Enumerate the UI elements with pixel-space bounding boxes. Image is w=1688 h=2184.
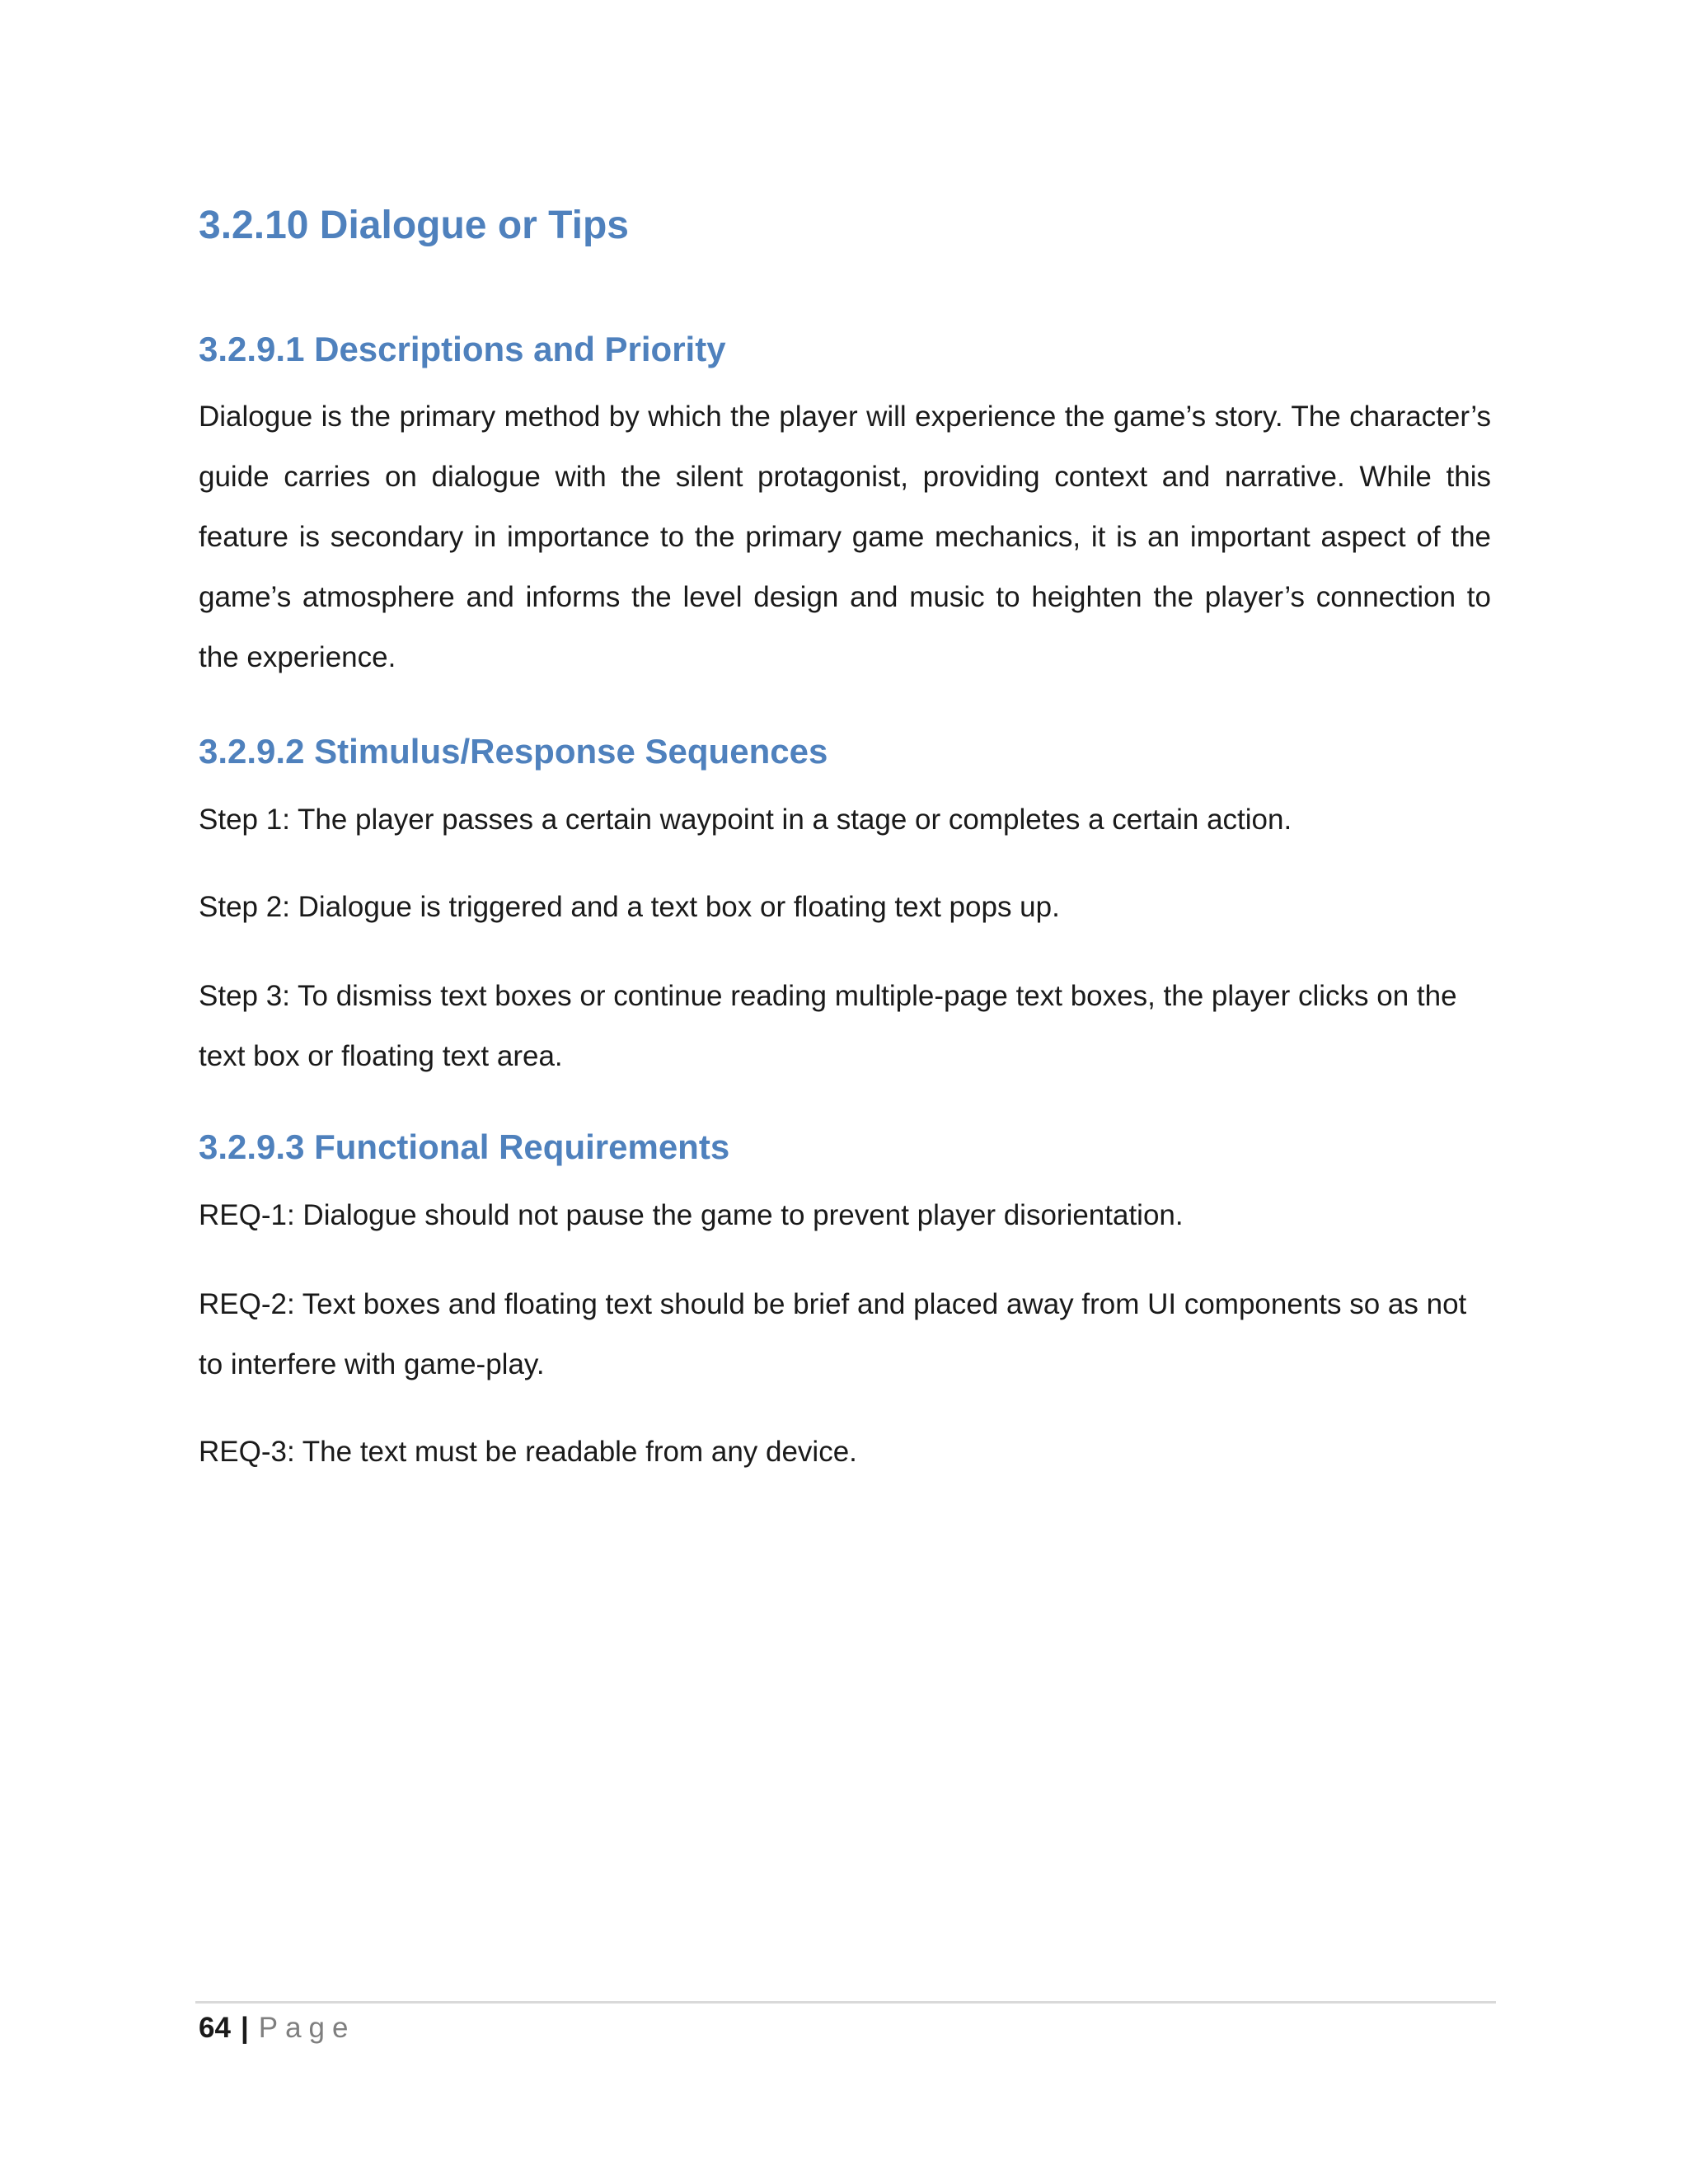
subsection-heading-descriptions: 3.2.9.1 Descriptions and Priority [199, 330, 726, 368]
paragraph-step-2: Step 2: Dialogue is triggered and a text box or floating text pops up. [199, 891, 1060, 923]
footer-divider [195, 2001, 1496, 2004]
page-footer [199, 2005, 355, 2051]
paragraph-req-3: REQ-3: The text must be readable from any device. [199, 1436, 857, 1468]
paragraph-req-1: REQ-1: Dialogue should not pause the game to prevent player disorientation. [199, 1199, 1184, 1231]
page-label: Page [258, 2012, 356, 2044]
paragraph-step-1: Step 1: The player passes a certain waypoint in a stage or completes a certain action. [199, 804, 1292, 836]
footer-separator: | [240, 2012, 249, 2044]
section-title: 3.2.10 Dialogue or Tips [199, 204, 629, 247]
paragraph-req-2: REQ-2: Text boxes and floating text should be brief and placed away from UI components so as not to interfere with game-play. [199, 1288, 1467, 1380]
subsection-heading-functional-requirements: 3.2.9.3 Functional Requirements [199, 1127, 730, 1166]
paragraph-step-3: Step 3: To dismiss text boxes or continue reading multiple-page text boxes, the player clicks on the text box or floating text area. [199, 980, 1457, 1072]
paragraph-description: Dialogue is the primary method by which the player will experience the game’s story. The character’s guide carries on dialogue with the silent protagonist, providing context and narrative. While this feature is secondary in importance to the primary game mechanics, it is an important aspect of the game’s atmosphere and informs the level design and music to heighten the player’s connection to the experience. [199, 401, 1491, 673]
subsection-heading-stimulus-response: 3.2.9.2 Stimulus/Response Sequences [199, 732, 828, 771]
page-number: 64 [199, 2012, 231, 2044]
